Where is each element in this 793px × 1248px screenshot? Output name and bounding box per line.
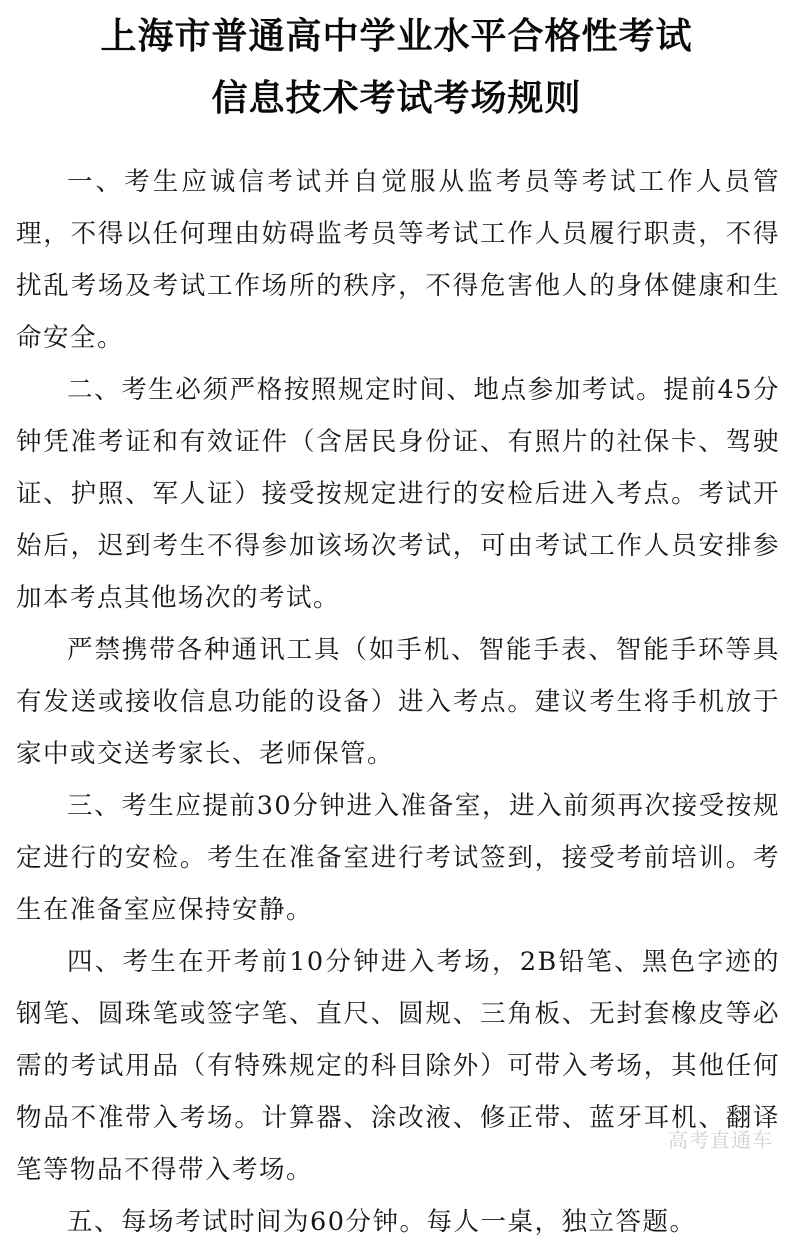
- rule-paragraph-4: 四、考生在开考前10分钟进入考场，2B铅笔、黑色字迹的钢笔、圆珠笔或签字笔、直尺、圆规、三角板、无封套橡皮等必需的考试用品（有特殊规定的科目除外）可带入考场，其他任何物品不准带入考场。计算器、涂改液、修正带、蓝牙耳机、翻译笔等物品不得带入考场。: [16, 947, 780, 1185]
- rule-paragraph-3: 三、考生应提前30分钟进入准备室，进入前须再次接受按规定进行的安检。考生在准备室进行考试签到，接受考前培训。考生在准备室应保持安静。: [16, 791, 780, 925]
- rule-paragraph-2-device-ban: 严禁携带各种通讯工具（如手机、智能手表、智能手环等具有发送或接收信息功能的设备）进入考点。建议考生将手机放于家中或交送考家长、老师保管。: [16, 635, 780, 769]
- rule-paragraph-5: 五、每场考试时间为60分钟。每人一桌，独立答题。: [67, 1207, 697, 1237]
- rule-paragraph-1: 一、考生应诚信考试并自觉服从监考员等考试工作人员管理，不得以任何理由妨碍监考员等考试工作人员履行职责，不得扰乱考场及考试工作场所的秩序，不得危害他人的身体健康和生命安全。: [16, 167, 780, 353]
- document-body: [16, 156, 780, 1248]
- watermark-text: 高考直通车: [668, 1128, 773, 1152]
- document-title-line1: 上海市普通高中学业水平合格性考试: [100, 15, 693, 57]
- document-title-line2: 信息技术考试考场规则: [211, 77, 582, 119]
- rule-paragraph-2: 二、考生必须严格按照规定时间、地点参加考试。提前45分钟凭准考证和有效证件（含居民身份证、有照片的社保卡、驾驶证、护照、军人证）接受按规定进行的安检后进入考点。考试开始后，迟到考生不得参加该场次考试，可由考试工作人员安排参加本考点其他场次的考试。: [16, 375, 780, 613]
